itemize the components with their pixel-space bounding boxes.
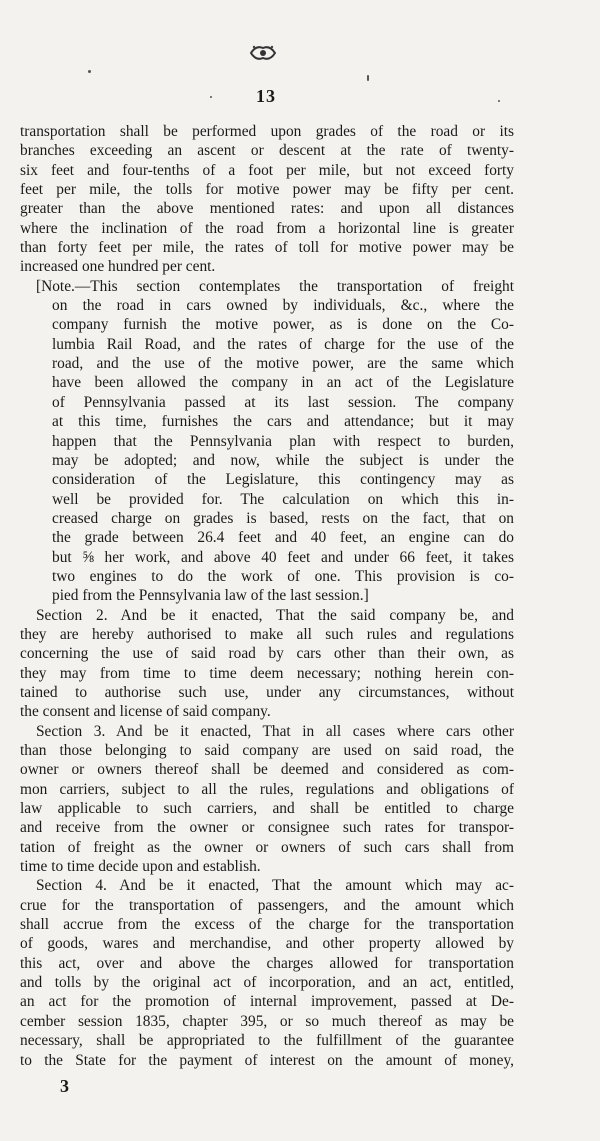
text-line: law applicable to such carriers, and shall be entitled to charge bbox=[20, 800, 514, 818]
text-line: crue for the transportation of passengers, and the amount which bbox=[20, 896, 514, 914]
text-line: transportation shall be performed upon grades of the road or its bbox=[20, 123, 514, 140]
text-line: the consent and license of said company. bbox=[20, 703, 271, 721]
text-line: an act for the promotion of internal improvement, passed at De- bbox=[20, 993, 514, 1011]
text-line: necessary, shall be appropriated to the fulfillment of the guarantee bbox=[20, 1032, 514, 1050]
text-line: cember session 1835, chapter 395, or so much thereof as may be bbox=[20, 1012, 514, 1030]
text-line: owner or owners thereof shall be deemed and considered as com- bbox=[20, 761, 514, 779]
text-line: happen that the Pennsylvania plan with respect to burden, bbox=[52, 432, 514, 450]
text-line: greater than the above mentioned rates: and upon all distances bbox=[20, 200, 514, 218]
text-line: six feet and four-tenths of a foot per mile, but not exceed forty bbox=[20, 161, 514, 179]
text-line: time to time decide upon and establish. bbox=[20, 858, 261, 876]
print-speck bbox=[367, 75, 369, 81]
text-line: well be provided for. The calculation on which this in- bbox=[52, 490, 514, 508]
text-line: this act, over and above the charges allowed for transportation bbox=[20, 954, 514, 972]
text-line: and tolls by the original act of incorporation, and an act, entitled, bbox=[20, 974, 514, 992]
text-line: than those belonging to said company are used on said road, the bbox=[20, 742, 514, 759]
text-line: of goods, wares and merchandise, and other property allowed by bbox=[20, 935, 514, 953]
print-speck bbox=[210, 96, 212, 98]
text-line: branches exceeding an ascent or descent at the rate of twenty- bbox=[20, 142, 514, 160]
text-line: to the State for the payment of interest on the amount of money, bbox=[20, 1051, 514, 1069]
text-line: creased charge on grades is based, rests on the fact, that on bbox=[52, 509, 514, 527]
signature-mark: 3 bbox=[60, 1076, 69, 1096]
text-line: but ⅝ her work, and above 40 feet and under 66 feet, it takes bbox=[52, 548, 514, 566]
text-line: mon carriers, subject to all the rules, regulations and obligations of bbox=[20, 780, 514, 798]
text-line: on the road in cars owned by individuals, &c., where the bbox=[52, 297, 514, 315]
text-line: increased one hundred per cent. bbox=[20, 258, 216, 276]
text-line: Section 3. And be it enacted, That in all cases where cars other bbox=[36, 722, 514, 740]
text-line: consideration of the Legislature, this contingency may as bbox=[52, 471, 514, 489]
text-line: pied from the Pennsylvania law of the last session.] bbox=[52, 587, 369, 605]
text-line: tation of freight as the owner or owners of such cars shall from bbox=[20, 838, 514, 856]
text-line: and receive from the owner or consignee such rates for transpor- bbox=[20, 819, 514, 837]
text-line: Section 4. And be it enacted, That the amount which may ac- bbox=[36, 877, 514, 895]
text-line: they may from time to time deem necessary; nothing herein con- bbox=[20, 664, 514, 682]
print-speck bbox=[498, 100, 500, 102]
text-line: lumbia Rail Road, and the rates of charge for the use of the bbox=[52, 335, 514, 353]
text-line: the grade between 26.4 feet and 40 feet, an engine can do bbox=[52, 529, 514, 547]
text-line: they are hereby authorised to make all such rules and regulations bbox=[20, 625, 514, 643]
text-line: concerning the use of said road by cars other than their own, as bbox=[20, 645, 514, 663]
text-line: two engines to do the work of one. This provision is co- bbox=[52, 567, 514, 585]
text-line: where the inclination of the road from a horizontal line is greater bbox=[20, 219, 514, 237]
text-line: shall accrue from the excess of the charge for the transportation bbox=[20, 916, 514, 934]
text-line: have been allowed the company in an act of the Legislature bbox=[52, 374, 514, 392]
text-line: company furnish the motive power, as is done on the Co- bbox=[52, 316, 514, 334]
page-number: 13 bbox=[256, 86, 276, 106]
text-line: than forty feet per mile, the rates of toll for motive power may be bbox=[20, 239, 514, 257]
printer-ornament-icon bbox=[248, 42, 278, 64]
text-line: of Pennsylvania passed at its last session. The company bbox=[52, 393, 514, 411]
text-line: at this time, furnishes the cars and attendance; but it may bbox=[52, 413, 514, 431]
text-line: Section 2. And be it enacted, That the said company be, and bbox=[36, 606, 514, 624]
text-line: may be adopted; and now, while the subject is under the bbox=[52, 451, 514, 469]
print-speck bbox=[88, 70, 91, 73]
body-text bbox=[20, 122, 514, 1070]
text-line: tained to authorise such use, under any circumstances, without bbox=[20, 683, 514, 701]
text-line: [Note.—This section contemplates the transportation of freight bbox=[36, 277, 514, 295]
text-line: road, and the use of the motive power, are the same which bbox=[52, 355, 514, 373]
text-line: feet per mile, the tolls for motive power may be fifty per cent. bbox=[20, 181, 514, 199]
